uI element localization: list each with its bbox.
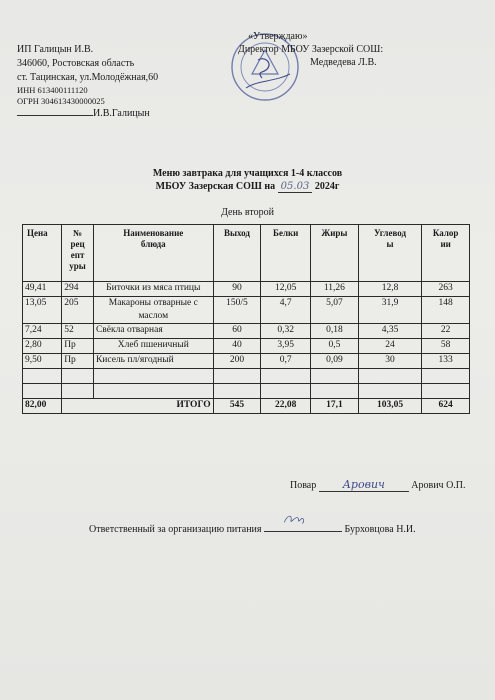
table-header-row <box>23 225 470 282</box>
approval-block <box>238 30 383 69</box>
supplier-inn: ИНН 613400111120 <box>17 85 88 95</box>
table-row <box>23 339 470 354</box>
cell-calories: 22 <box>422 324 470 339</box>
total-label: ИТОГО <box>93 399 213 414</box>
cell-yield: 40 <box>213 339 261 354</box>
supplier-ogrn: ОГРН 304613430000025 <box>17 96 105 106</box>
menu-subtitle <box>0 181 495 192</box>
approval-heading: «Утверждаю» <box>248 31 308 42</box>
responsible-name: Бурховцова Н.И. <box>344 524 416 535</box>
cell-carbs: 12,8 <box>358 282 422 297</box>
responsible-label: Ответственный за организацию питания <box>89 524 262 535</box>
supplier-signature-line <box>17 107 158 121</box>
cell-calories: 133 <box>422 354 470 369</box>
menu-year: 2024г <box>314 181 340 192</box>
cell-dish: Хлеб пшеничный <box>93 339 213 354</box>
total-carbs: 103,05 <box>358 399 422 414</box>
cell-recipe: 205 <box>62 297 94 324</box>
cell-calories: 263 <box>422 282 470 297</box>
cell-fats: 11,26 <box>311 282 359 297</box>
cell-carbs: 24 <box>358 339 422 354</box>
cell-price: 13,05 <box>23 297 62 324</box>
cell-recipe: Пр <box>62 339 94 354</box>
supplier-address: 346060, Ростовская область <box>17 58 135 69</box>
cell-price: 9,50 <box>23 354 62 369</box>
cook-handwritten-signature: Арович <box>342 478 385 491</box>
menu-date: 05.03 <box>278 181 313 193</box>
cell-price: 2,80 <box>23 339 62 354</box>
header-calories: Калор ии <box>422 225 470 282</box>
table-row <box>23 354 470 369</box>
cell-carbs: 31,9 <box>358 297 422 324</box>
cell-fats: 0,18 <box>311 324 359 339</box>
cell-proteins: 0,7 <box>261 354 311 369</box>
cell-carbs: 4,35 <box>358 324 422 339</box>
cell-yield: 60 <box>213 324 261 339</box>
header-carbs: Углевод ы <box>358 225 422 282</box>
cell-yield: 200 <box>213 354 261 369</box>
cell-fats: 5,07 <box>311 297 359 324</box>
cell-price: 49,41 <box>23 282 62 297</box>
header-fats: Жиры <box>311 225 359 282</box>
cell-calories: 58 <box>422 339 470 354</box>
cell-price: 7,24 <box>23 324 62 339</box>
menu-day: День второй <box>221 207 274 218</box>
supplier-street: ст. Тацинская, ул.Молодёжная,60 <box>17 72 159 83</box>
table-row <box>23 297 470 324</box>
cell-recipe: 294 <box>62 282 94 297</box>
header-recipe: № рец епт уры <box>62 225 94 282</box>
supplier-block <box>17 43 158 121</box>
cell-fats: 0,09 <box>311 354 359 369</box>
supplier-signature-name: И.В.Галицын <box>93 108 150 119</box>
responsible-signature <box>89 519 416 535</box>
total-fats: 17,1 <box>311 399 359 414</box>
supplier-name: ИП Галицын И.В. <box>17 44 94 55</box>
cell-proteins: 12,05 <box>261 282 311 297</box>
table-row-empty <box>23 369 470 384</box>
total-price: 82,00 <box>23 399 62 414</box>
cell-recipe: Пр <box>62 354 94 369</box>
cook-label: Повар <box>290 480 317 491</box>
cell-yield: 150/5 <box>213 297 261 324</box>
cell-proteins: 0,32 <box>261 324 311 339</box>
total-calories: 624 <box>422 399 470 414</box>
cook-signature <box>290 478 466 492</box>
menu-table <box>22 224 470 414</box>
header-yield: Выход <box>213 225 261 282</box>
cell-proteins: 4,7 <box>261 297 311 324</box>
cell-yield: 90 <box>213 282 261 297</box>
table-row-empty <box>23 384 470 399</box>
header-price: Цена <box>23 225 62 282</box>
cell-recipe: 52 <box>62 324 94 339</box>
menu-title: Меню завтрака для учащихся 1-4 классов <box>152 168 343 179</box>
cell-carbs: 30 <box>358 354 422 369</box>
cell-dish: Свёкла отварная <box>93 324 213 339</box>
responsible-signature-scribble-icon <box>282 507 326 531</box>
approval-name: Медведева Л.В. <box>310 57 377 68</box>
cell-proteins: 3,95 <box>261 339 311 354</box>
cell-fats: 0,5 <box>311 339 359 354</box>
cell-dish: Макароны отварные с маслом <box>93 297 213 324</box>
total-proteins: 22,08 <box>261 399 311 414</box>
cell-dish: Биточки из мяса птицы <box>93 282 213 297</box>
cell-dish: Кисель пл/ягодный <box>93 354 213 369</box>
cook-name: Арович О.П. <box>411 480 466 491</box>
school-name: МБОУ Зазерская СОШ на <box>155 181 276 192</box>
total-yield: 545 <box>213 399 261 414</box>
header-dish: Наименование блюда <box>93 225 213 282</box>
cell-calories: 148 <box>422 297 470 324</box>
table-total-row <box>23 399 470 414</box>
approval-position: Директор МБОУ Зазерской СОШ: <box>238 44 384 55</box>
header-proteins: Белки <box>261 225 311 282</box>
table-row <box>23 282 470 297</box>
table-row <box>23 324 470 339</box>
